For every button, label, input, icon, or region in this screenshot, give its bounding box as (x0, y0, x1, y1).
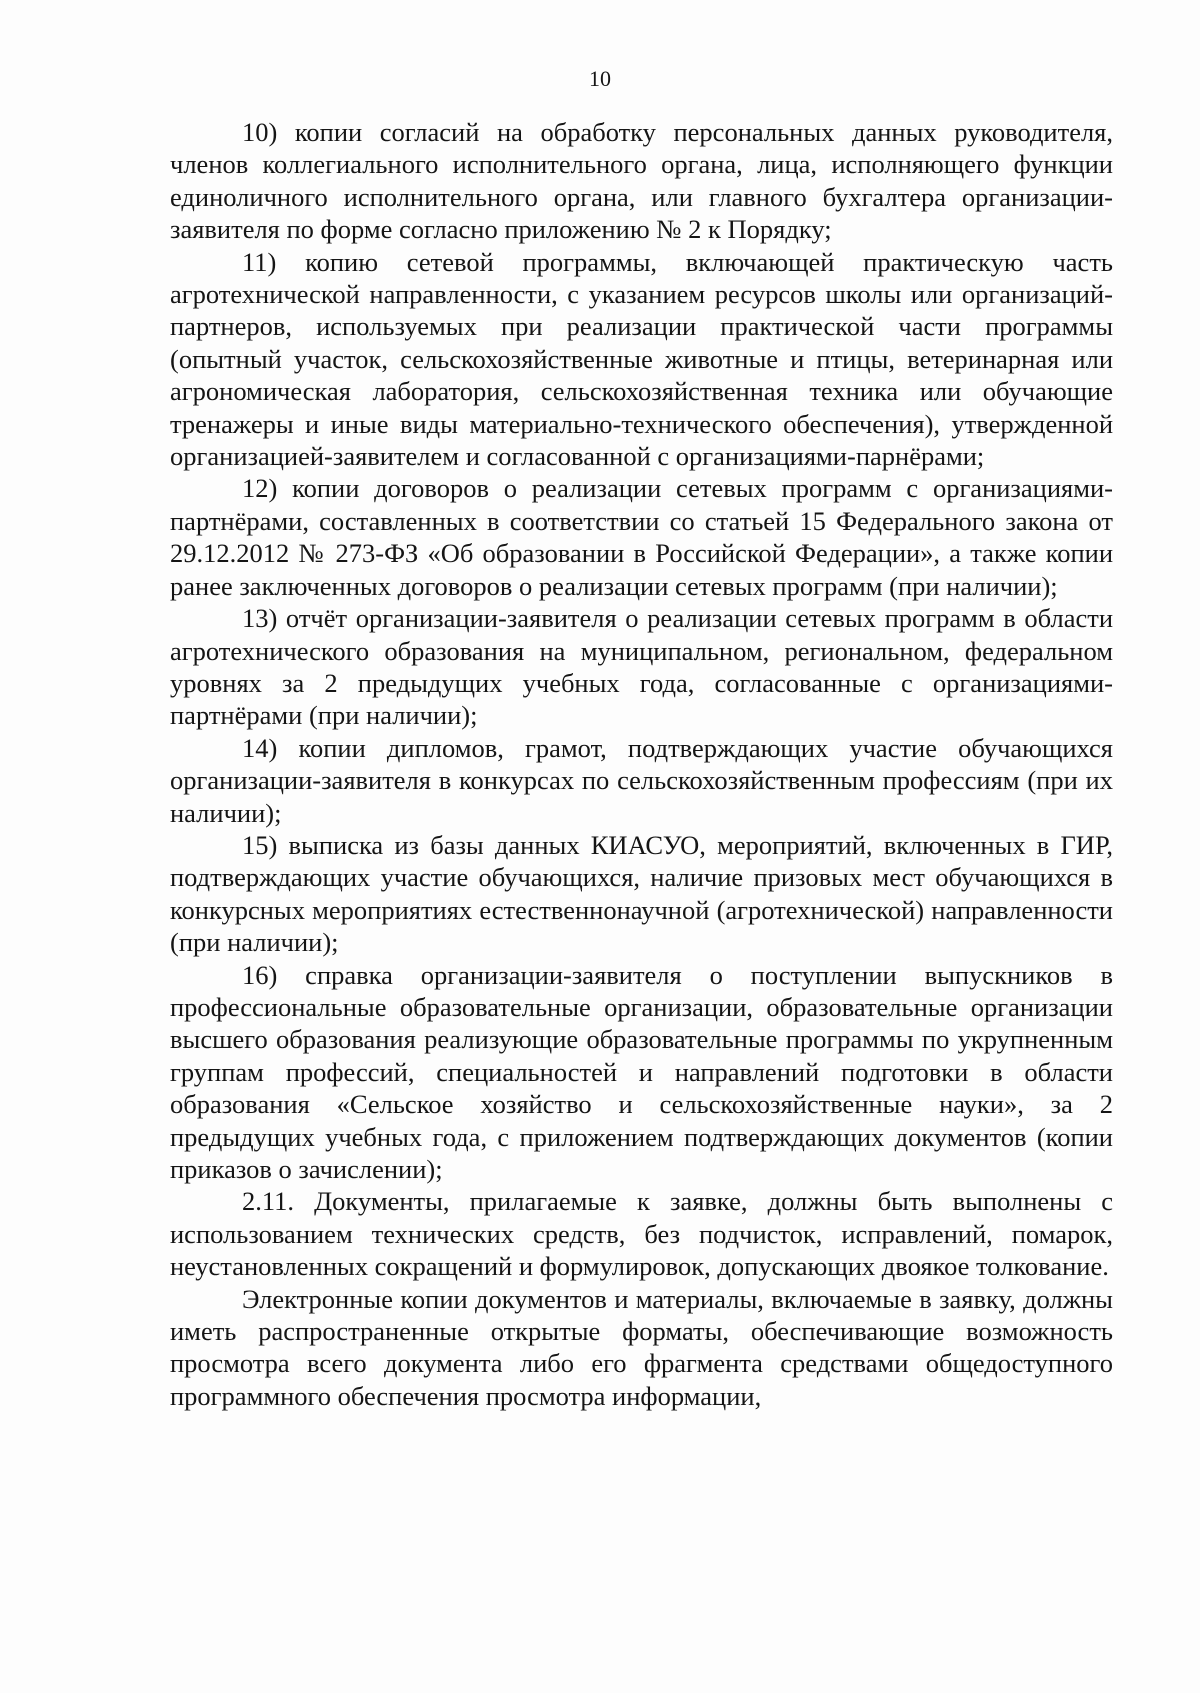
page-number: 10 (589, 66, 611, 91)
paragraph-item-16: 16) справка организации-заявителя о поступлении выпускников в профессиональные образовательные организации, образовательные организации высшего образования реализующие образовательные программы по укрупненным группам профессий, специальностей и направлений подготовки в области образования «Сельское хозяйство и сельскохозяйственные науки», за 2 предыдущих учебных года, с приложением подтверждающих документов (копии приказов о зачислении); (170, 959, 1113, 1184)
paragraph-item-15: 15) выписка из базы данных КИАСУО, мероприятий, включенных в ГИР, подтверждающих участие обучающихся, наличие призовых мест обучающихся в конкурсных мероприятиях естественнонаучной (агротехнической) направленности (при наличии); (170, 829, 1113, 958)
paragraph-electronic-copies: Электронные копии документов и материалы, включаемые в заявку, должны иметь распространенные открытые форматы, обеспечивающие возможность просмотра всего документа либо его фрагмента средствами общедоступного программного обеспечения просмотра информации, (170, 1283, 1113, 1411)
paragraph-item-14: 14) копии дипломов, грамот, подтверждающих участие обучающихся организации-заявителя в конкурсах по сельскохозяйственным профессиям (при их наличии); (170, 732, 1113, 828)
paragraph-item-13: 13) отчёт организации-заявителя о реализации сетевых программ в области агротехнического образования на муниципальном, региональном, федеральном уровнях за 2 предыдущих учебных года, согласованные с организациями-партнёрами (при наличии); (170, 603, 1113, 731)
paragraph-section-2-11: 2.11. Документы, прилагаемые к заявке, должны быть выполнены с использованием технических средств, без подчисток, исправлений, помарок, неустановленных сокращений и формулировок, допускающих двоякое толкование. (170, 1186, 1113, 1282)
paragraph-item-10: 10) копии согласий на обработку персональных данных руководителя, членов коллегиального исполнительного органа, лица, исполняющего функции единоличного исполнительного органа, или главного бухгалтера организации-заявителя по форме согласно приложению № 2 к Порядку; (170, 117, 1113, 245)
paragraph-item-11: 11) копию сетевой программы, включающей практическую часть агротехнической направленности, с указанием ресурсов школы или организаций-партнеров, используемых при реализации практической части программы (опытный участок, сельскохозяйственные животные и птицы, ветеринарная или агрономическая лаборатория, сельскохозяйственная техника или обучающие тренажеры и иные виды материально-технического обеспечения), утвержденной организацией-заявителем и согласованной с организациями-парнёрами; (170, 246, 1113, 472)
document-body (170, 116, 1113, 1412)
paragraph-item-12: 12) копии договоров о реализации сетевых программ с организациями-партнёрами, составленных в соответствии со статьей 15 Федерального закона от 29.12.2012 № 273-ФЗ «Об образовании в Российской Федерации», а также копии ранее заключенных договоров о реализации сетевых программ (при наличии); (170, 473, 1113, 601)
